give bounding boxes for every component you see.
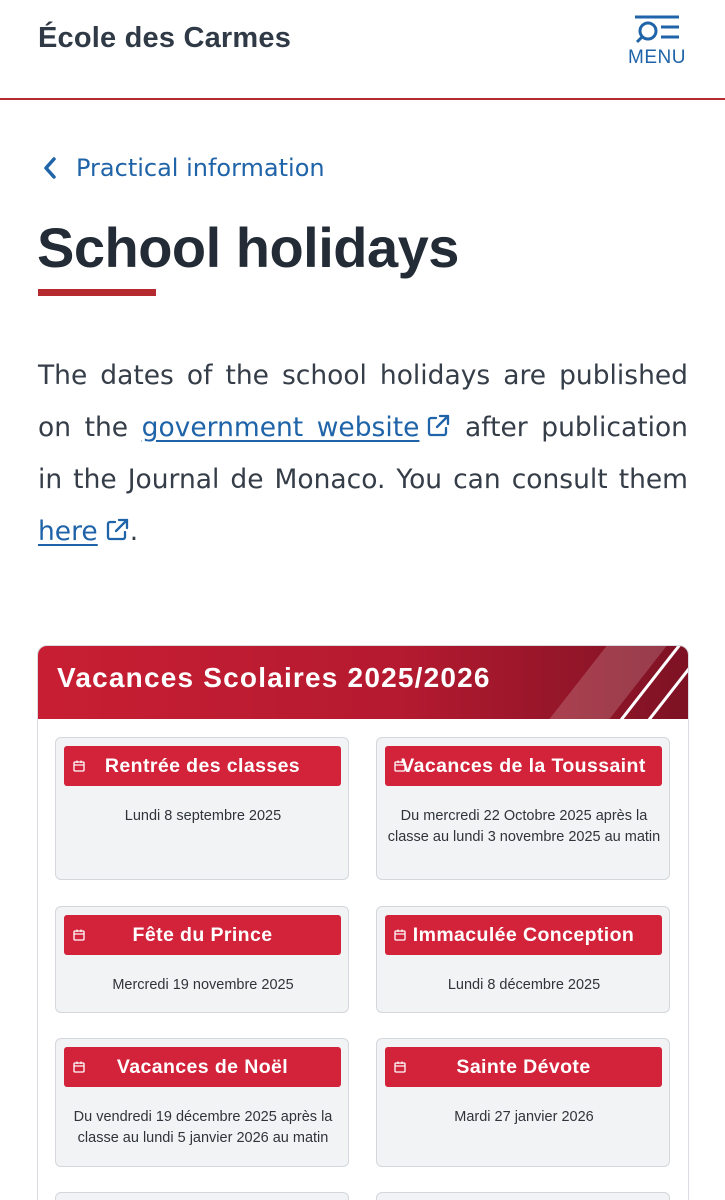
holiday-calendar-card [37,645,689,1200]
holiday-item [55,1192,349,1200]
search-menu-icon [635,14,679,44]
title-underline [38,289,156,296]
holiday-item-header [385,1047,662,1087]
government-website-link[interactable] [142,412,420,443]
calendar-icon [73,929,85,941]
holiday-item-title: Vacances de Noël [116,1055,289,1078]
calendar-title: Vacances Scolaires 2025/2026 [57,662,491,693]
holiday-item-header [64,1047,341,1087]
holiday-item-date: Mardi 27 janvier 2026 [454,1109,594,1125]
here-link-label: here [38,516,98,547]
calendar-icon [394,1061,406,1073]
chevron-left-icon [40,155,60,181]
holiday-item-title: Fête du Prince [132,923,273,946]
page-title: School holidays [37,216,459,279]
holiday-item-date: Lundi 8 décembre 2025 [447,977,601,993]
holiday-item-title: Sainte Dévote [456,1055,591,1078]
holiday-item-date: Du mercredi 22 Octobre 2025 après la classe au lundi 3 novembre 2025 au matin [387,808,661,845]
breadcrumb-label: Practical information [76,154,325,182]
external-link-icon[interactable] [104,517,130,543]
holiday-item [376,1192,670,1200]
holiday-item [376,906,670,1013]
here-link[interactable] [38,516,98,547]
calendar-banner [38,646,689,719]
calendar-body [38,719,689,1200]
holiday-item [55,906,349,1013]
menu-button[interactable] [627,14,687,76]
holiday-item [55,1038,349,1167]
calendar-icon [73,1061,85,1073]
holiday-item-header [64,915,341,955]
holiday-item-date: Du vendredi 19 décembre 2025 après la classe au lundi 5 janvier 2026 au matin [73,1109,333,1146]
holiday-item-header [385,915,662,955]
calendar-icon [394,760,406,772]
external-link-icon[interactable] [425,413,451,439]
intro-paragraph [38,350,688,558]
intro-text-1: The dates of the school holidays are published on the [38,360,688,443]
site-title[interactable]: École des Carmes [38,22,292,54]
holiday-item [376,737,670,880]
intro-text-3: . [129,516,139,547]
breadcrumb-back-link[interactable] [40,150,325,186]
holiday-item [55,737,349,880]
menu-label: MENU [628,47,686,68]
holiday-item-title: Vacances de la Toussaint [401,754,646,777]
holiday-item-date: Mercredi 19 novembre 2025 [112,977,294,993]
calendar-icon [394,929,406,941]
holiday-item-date: Lundi 8 septembre 2025 [124,808,282,824]
government-website-link-label: government website [141,412,420,443]
holiday-item-title: Rentrée des classes [104,754,301,777]
holiday-item-header [385,746,662,786]
intro-text-2: after publication in the Journal de Monaco. You can consult them [38,412,688,495]
holiday-item-header [64,746,341,786]
holiday-item-title: Immaculée Conception [412,923,635,946]
calendar-icon [73,760,85,772]
site-header [0,0,725,100]
holiday-item [376,1038,670,1167]
